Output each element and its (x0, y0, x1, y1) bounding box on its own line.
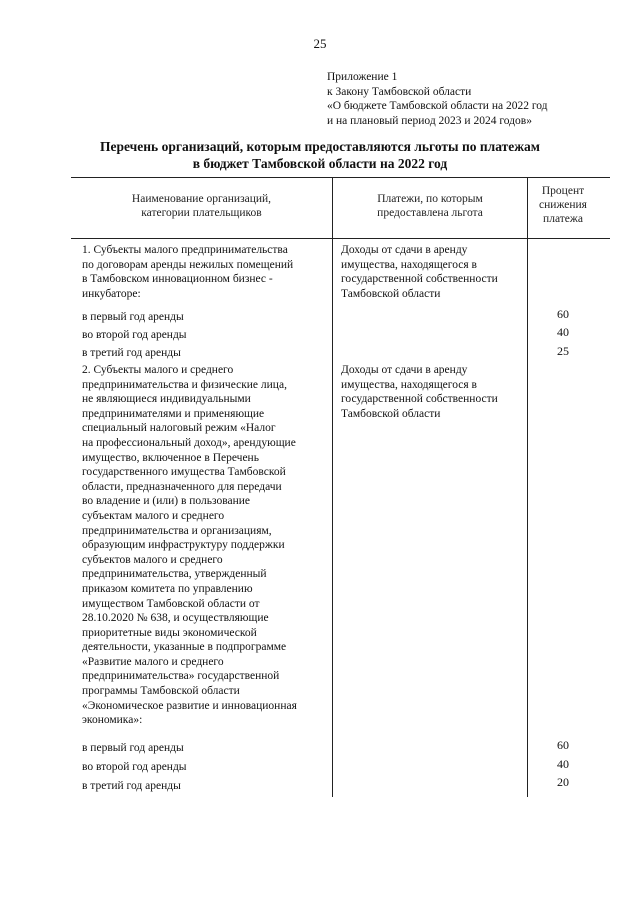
year-label: в третий год аренды (82, 780, 181, 792)
year-label: в первый год аренды (82, 742, 184, 754)
table-top-border (71, 177, 610, 178)
category-cell: 1. Субъекты малого предпринимательства по договорам аренды нежилых помещений в Тамбовском инновационном бизнес - инкубаторе: (82, 244, 294, 300)
column-header-organizations: Наименование организаций, категории плательщиков (131, 193, 272, 219)
percent-value: 60 (557, 307, 569, 321)
year-label: во второй год аренды (82, 329, 187, 341)
year-label: в третий год аренды (82, 347, 181, 359)
table-header-border (71, 238, 610, 239)
column-divider (332, 177, 333, 797)
year-label: в первый год аренды (82, 311, 184, 323)
category-cell: 2. Субъекты малого и среднего предпринимательства и физические лица, не являющиеся индивидуальными предпринимателями и применяющие специальный налоговый режим «Налог на профессиональный доход», арендующие имущество, включенное в Перечень государственного имущества Тамбовской области, предназначенного для передачи во владение и (или) в пользование субъектам малого и среднего предпринимательства и организациям, образующим инфраструктуру поддержки субъектов малого и среднего предпринимательства, утвержденный приказом комитета по управлению имуществом Тамбовской области от 28.10.2020 № 638, и осуществляющие приоритетные виды экономической деятельности, указанные в подпрограмме «Развитие малого и среднего предпринимательства» государственной программы Тамбовской области «Экономическое развитие и инновационная экономика»: (82, 364, 297, 727)
column-header-payments: Платежи, по которым предоставлена льгота (377, 193, 483, 219)
year-label: во второй год аренды (82, 761, 187, 773)
percent-value: 40 (557, 757, 569, 771)
appendix-line: «О бюджете Тамбовской области на 2022 год (327, 100, 548, 112)
appendix-line: и на плановый период 2023 и 2024 годов» (327, 114, 532, 127)
percent-value: 60 (557, 738, 569, 752)
payment-cell: Доходы от сдачи в аренду имущества, находящегося в государственной собственности Тамбовской области (341, 244, 498, 300)
column-divider (527, 177, 528, 797)
column-header-percent: Процент снижения платежа (539, 185, 587, 225)
payment-cell: Доходы от сдачи в аренду имущества, находящегося в государственной собственности Тамбовской области (341, 364, 498, 420)
appendix-note (327, 70, 548, 128)
percent-value: 25 (557, 344, 569, 358)
percent-value: 20 (557, 775, 569, 789)
title-line: в бюджет Тамбовской области на 2022 год (192, 156, 448, 171)
appendix-line: Приложение 1 (327, 71, 398, 83)
page-number: 25 (313, 36, 327, 51)
title-line: Перечень организаций, которым предоставляются льготы по платежам (100, 139, 540, 154)
appendix-line: к Закону Тамбовской области (327, 85, 472, 98)
percent-value: 40 (557, 325, 569, 339)
document-title (0, 138, 640, 172)
